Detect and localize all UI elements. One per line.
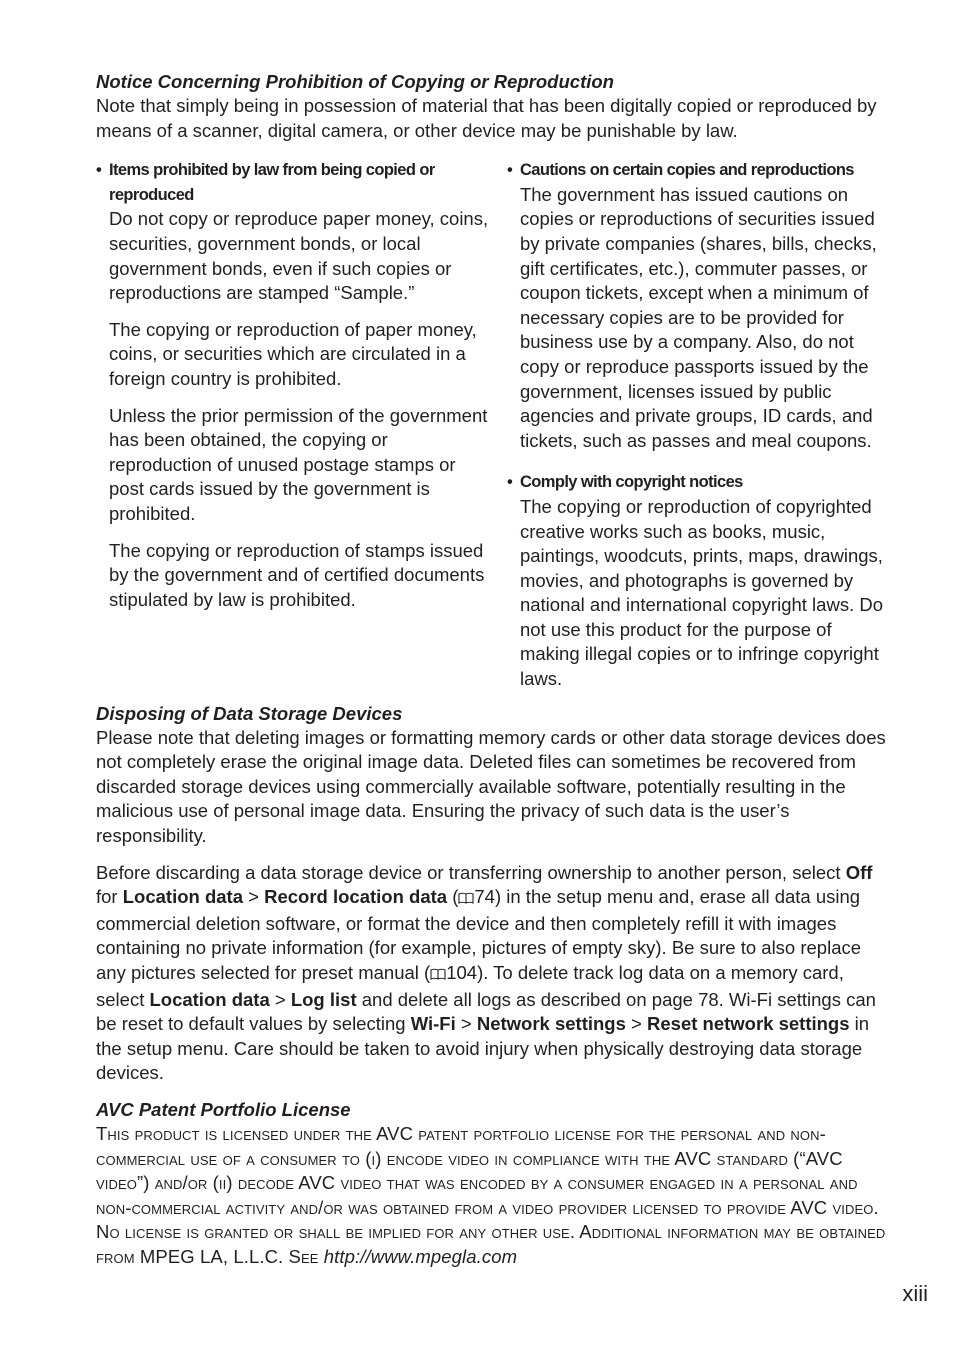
bullet: • <box>506 473 513 492</box>
page-content <box>96 70 886 1270</box>
disposing-section <box>96 702 886 1086</box>
copyright-item <box>507 470 886 691</box>
off-option: Off <box>845 861 873 883</box>
prohibited-heading: Items prohibited by law from being copied or reproduced <box>109 161 435 204</box>
avc-title: AVC Patent Portfolio License <box>96 1098 351 1120</box>
wifi-menu: Wi-Fi <box>410 1013 456 1035</box>
notice-section <box>96 70 886 692</box>
page-reference: 74 <box>474 886 495 908</box>
cautions-heading: Cautions on certain copies and reproductions <box>519 161 854 180</box>
prohibited-paragraph: Unless the prior permission of the government has been obtained, the copying or reproduction of unused postage stamps or post cards issued by the government is prohibited. <box>109 404 488 524</box>
location-data-menu: Location data <box>122 886 243 908</box>
prohibited-paragraph: The copying or reproduction of paper money, coins, or securities which are circulated in a foreign country is prohibited. <box>109 318 477 389</box>
prohibited-paragraph: Do not copy or reproduce paper money, coins, securities, government bonds, or local government bonds, even if such copies or reproductions are stamped “Sample.” <box>109 208 489 304</box>
left-column <box>96 158 495 691</box>
book-icon <box>430 966 446 983</box>
mpegla-link[interactable]: http://www.mpegla.com <box>323 1245 518 1267</box>
notice-columns <box>96 158 886 691</box>
cautions-text: The government has issued cautions on copies or reproductions of securities issued by private companies (shares, bills, checks, gift certificates, etc.), commuter passes, or coupon tickets, except when a minimum of necessary copies are to be provided for business use by a company. Also, do not copy or reproduce passports issued by the government, licenses issued by public agencies and private groups, ID cards, and tickets, such as passes and meal coupons. <box>519 183 877 451</box>
prohibited-items <box>96 158 495 612</box>
log-list-menu: Log list <box>290 988 357 1010</box>
disposing-paragraph-2: Before discarding a data storage device or transferring ownership to another person, select Off for Location data > Record location data ( 74) in the setup menu and, erase all data using commercial deletion software, or format the device and then completely refill it with images containing no private information (for example, pictures of empty sky). Be sure to also replace any pictures selected for preset manual ( 104). To delete track log data on a memory card, select Location data > Log list and delete all logs as described on page 78. Wi-Fi settings can be reset to default values by selecting Wi-Fi > Network settings > Reset network settings in the setup menu. Care should be taken to avoid injury when physically destroying data storage devices. <box>96 861 876 1084</box>
location-data-menu: Location data <box>149 988 270 1010</box>
bullet: • <box>506 161 513 180</box>
avc-license-text: This product is licensed under the AVC patent portfolio license for the personal and non-commercial use of a consumer to (i) encode video in compliance with the AVC standard (“AVC video”) and/or (ii) decode AVC video that was encoded by a consumer engaged in a personal and non-commercial activity and/or was obtained from a video provider licensed to provide AVC video. No license is granted or shall be implied for any other use. Additional information may be obtained from MPEG LA, L.L.C. See http://www.mpegla.com <box>96 1122 886 1267</box>
notice-intro: Note that simply being in possession of material that has been digitally copied or reproduced by means of a scanner, digital camera, or other device may be punishable by law. <box>96 95 877 141</box>
avc-section <box>96 1098 886 1270</box>
prohibited-paragraph: The copying or reproduction of stamps issued by the government and of certified documents stipulated by law is prohibited. <box>109 539 485 610</box>
copyright-text: The copying or reproduction of copyrighted creative works such as books, music, paintings, woodcuts, prints, maps, drawings, movies, and photographs is governed by national and international copyright laws. Do not use this product for the purpose of making illegal copies or to infringe copyright laws. <box>519 495 883 690</box>
record-location-data-menu: Record location data <box>264 886 448 908</box>
page-number: xiii <box>902 1281 928 1306</box>
book-icon <box>458 890 474 907</box>
copyright-heading: Comply with copyright notices <box>519 473 743 492</box>
disposing-title: Disposing of Data Storage Devices <box>96 702 403 724</box>
cautions-item <box>507 158 886 453</box>
page-reference: 104 <box>446 962 478 983</box>
disposing-paragraph-1: Please note that deleting images or formatting memory cards or other data storage devices does not completely erase the original image data. Deleted files can sometimes be recovered from discarded storage devices using commercially available software, potentially resulting in the malicious use of personal image data. Ensuring the privacy of such data is the user’s responsibility. <box>96 726 886 847</box>
notice-title: Notice Concerning Prohibition of Copying or Reproduction <box>96 71 614 92</box>
right-column <box>507 158 886 691</box>
network-settings-menu: Network settings <box>476 1013 626 1035</box>
bullet: • <box>96 161 102 180</box>
reset-network-settings-menu: Reset network settings <box>647 1013 850 1035</box>
